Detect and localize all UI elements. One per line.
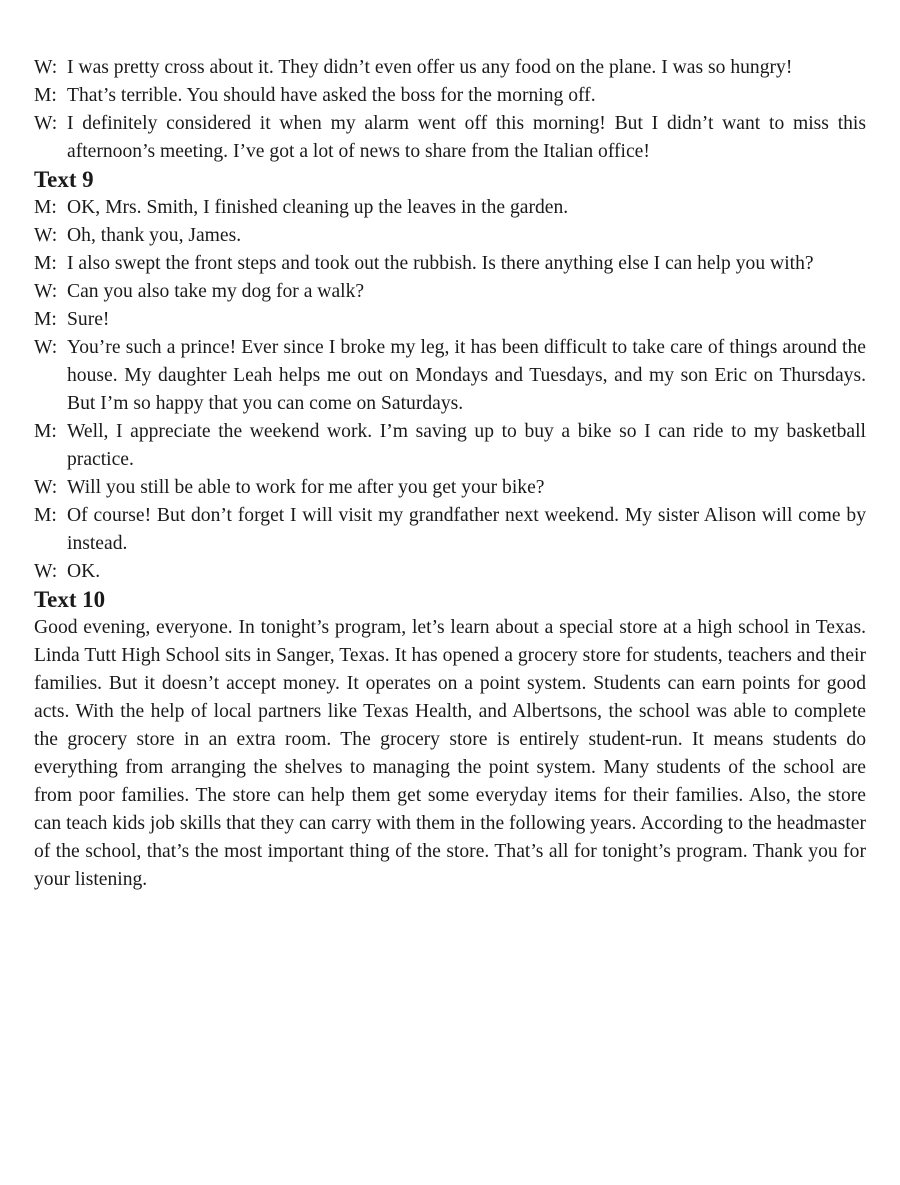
dialogue-line [34, 474, 866, 502]
speaker-label: M: [34, 85, 57, 106]
speaker-label: W: [34, 113, 58, 134]
dialogue-text: I was pretty cross about it. They didn’t even offer us any food on the plane. I was so hungry! [67, 57, 793, 78]
dialogue-line [34, 418, 866, 474]
dialogue-line [34, 222, 866, 250]
speaker-label: M: [34, 253, 57, 274]
dialogue-text: That’s terrible. You should have asked the boss for the morning off. [67, 85, 596, 106]
dialogue-line [34, 558, 866, 586]
dialogue-line [34, 306, 866, 334]
dialogue-text: OK, Mrs. Smith, I finished cleaning up the leaves in the garden. [67, 197, 569, 218]
section-heading-text-10: Text 10 [34, 587, 106, 612]
dialogue-line [34, 502, 866, 558]
dialogue-line [34, 278, 866, 306]
dialogue-line [34, 54, 866, 82]
text-10-paragraph: Good evening, everyone. In tonight’s program, let’s learn about a special store at a high school in Texas. Linda Tutt High School sits in Sanger, Texas. It has opened a grocery store for students, teachers and their families. But it doesn’t accept money. It operates on a point system. Students can earn points for good acts. With the help of local partners like Texas Health, and Albertsons, the school was able to complete the grocery store in an extra room. The grocery store is entirely student-run. It means students do everything from arranging the shelves to managing the point system. Many students of the school are from poor families. The store can help them get some everyday items for their families. Also, the store can teach kids job skills that they can carry with them in the following years. According to the headmaster of the school, that’s the most important thing of the store. That’s all for tonight’s program. Thank you for your listening. [34, 617, 866, 890]
speaker-label: W: [34, 477, 58, 498]
dialogue-text: Oh, thank you, James. [67, 225, 242, 246]
speaker-label: W: [34, 57, 58, 78]
section-heading-text-9: Text 9 [34, 167, 94, 192]
dialogue-text: Well, I appreciate the weekend work. I’m saving up to buy a bike so I can ride to my basketball practice. [67, 421, 866, 470]
dialogue-text: Will you still be able to work for me after you get your bike? [67, 477, 545, 498]
dialogue-text: Sure! [67, 309, 110, 330]
dialogue-line [34, 82, 866, 110]
dialogue-text: Can you also take my dog for a walk? [67, 281, 365, 302]
speaker-label: M: [34, 505, 57, 526]
dialogue-text: Of course! But don’t forget I will visit my grandfather next weekend. My sister Alison will come by instead. [67, 505, 866, 554]
dialogue-text: You’re such a prince! Ever since I broke my leg, it has been difficult to take care of things around the house. My daughter Leah helps me out on Mondays and Tuesdays, and my son Eric on Thursdays. But I’m so happy that you can come on Saturdays. [67, 337, 866, 414]
speaker-label: M: [34, 421, 57, 442]
dialogue-line [34, 194, 866, 222]
speaker-label: W: [34, 337, 58, 358]
dialogue-line [34, 110, 866, 166]
speaker-label: M: [34, 309, 57, 330]
speaker-label: W: [34, 281, 58, 302]
text-9-dialogue [34, 194, 866, 586]
speaker-label: W: [34, 561, 58, 582]
speaker-label: W: [34, 225, 58, 246]
dialogue-continuation [34, 54, 866, 166]
speaker-label: M: [34, 197, 57, 218]
dialogue-text: I also swept the front steps and took out the rubbish. Is there anything else I can help you with? [67, 253, 814, 274]
dialogue-text: OK. [67, 561, 101, 582]
dialogue-line [34, 334, 866, 418]
dialogue-text: I definitely considered it when my alarm went off this morning! But I didn’t want to miss this afternoon’s meeting. I’ve got a lot of news to share from the Italian office! [67, 113, 866, 162]
dialogue-line [34, 250, 866, 278]
